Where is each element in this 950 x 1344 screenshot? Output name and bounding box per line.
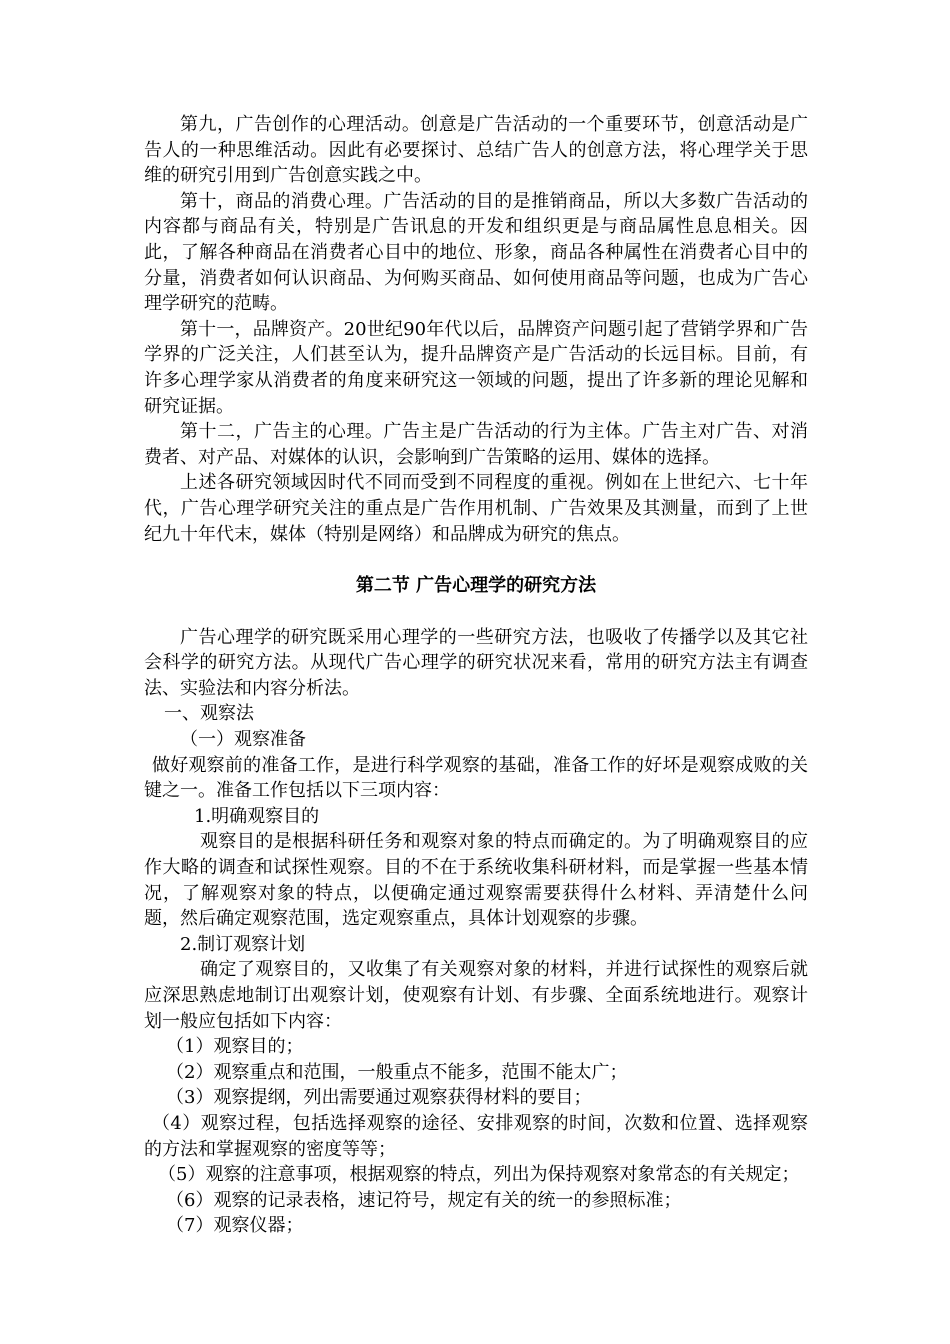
heading-observation-method: 一、观察法 [164,703,254,725]
list-item: （5）观察的注意事项，根据观察的特点，列出为保持观察对象常态的有关规定； [158,1164,800,1186]
paragraph-tenth: 第十，商品的消费心理。广告活动的目的是推销商品，所以大多数广告活动的内容都与商品有关，特别是广告讯息的开发和组织更是与商品属性息息相关。因此，了解各种商品在消费者心目中的地位、形象，商品各种属性在消费者心目中的分量，消费者如何认识商品、为何购买商品、如何使用商品等问题，也成为广告心理学研究的范畴。 [144,190,808,315]
list-item: （4）观察过程，包括选择观察的途径、安排观察的时间，次数和位置、选择观察的方法和掌握观察的密度等等； [144,1112,808,1160]
list-item: （6）观察的记录表格，速记符号，规定有关的统一的参照标准； [166,1189,682,1211]
list-item: （1）观察目的； [166,1036,304,1058]
paragraph-make-plan: 确定了观察目的，又收集了有关观察对象的材料，并进行试探性的观察后就应深思熟虑地制订出观察计划，使观察有计划、有步骤、全面系统地进行。观察计划一般应包括如下内容： [144,959,808,1032]
paragraph-clarify-purpose: 观察目的是根据科研任务和观察对象的特点而确定的。为了明确观察目的应作大略的调查和试探性观察。目的不在于系统收集科研材料，而是掌握一些基本情况，了解观察对象的特点，以便确定通过观察需要获得什么材料、弄清楚什么问题，然后确定观察范围，选定观察重点，具体计划观察的步骤。 [144,831,808,930]
document-page [144,112,808,1239]
list-item: （7）观察仪器； [166,1215,304,1237]
heading-make-plan: 2.制订观察计划 [180,933,306,955]
paragraph-ninth: 第九，广告创作的心理活动。创意是广告活动的一个重要环节，创意活动是广告人的一种思维活动。因此有必要探讨、总结广告人的创意方法，将心理学关于思维的研究引用到广告创意实践之中。 [144,114,808,187]
list-item: （3）观察提纲，列出需要通过观察获得材料的要目； [166,1087,592,1109]
paragraph-twelfth: 第十二，广告主的心理。广告主是广告活动的行为主体。广告主对广告、对消费者、对产品、对媒体的认识，会影响到广告策略的运用、媒体的选择。 [144,421,808,468]
paragraph-prep: 做好观察前的准备工作，是进行科学观察的基础，准备工作的好坏是观察成败的关键之一。准备工作包括以下三项内容： [144,754,808,802]
heading-observation-prep: （一）观察准备 [180,729,306,751]
paragraph-summary: 上述各研究领域因时代不同而受到不同程度的重视。例如在上世纪六、七十年代，广告心理学研究关注的重点是广告作用机制、广告效果及其测量，而到了上世纪九十年代末，媒体（特别是网络）和品牌成为研究的焦点。 [144,472,808,545]
section-title: 第二节 广告心理学的研究方法 [355,575,597,597]
paragraph-eleventh: 第十一，品牌资产。20世纪90年代以后，品牌资产问题引起了营销学界和广告学界的广泛关注，人们甚至认为，提升品牌资产是广告活动的长远目标。目前，有许多心理学家从消费者的角度来研究这一领域的问题，提出了许多新的理论见解和研究证据。 [144,318,808,417]
list-item: （2）观察重点和范围，一般重点不能多，范围不能太广； [166,1061,628,1083]
paragraph-intro: 广告心理学的研究既采用心理学的一些研究方法，也吸收了传播学以及其它社会科学的研究方法。从现代广告心理学的研究状况来看，常用的研究方法主有调查法、实验法和内容分析法。 [144,626,808,699]
heading-clarify-purpose: 1.明确观察目的 [194,805,320,827]
